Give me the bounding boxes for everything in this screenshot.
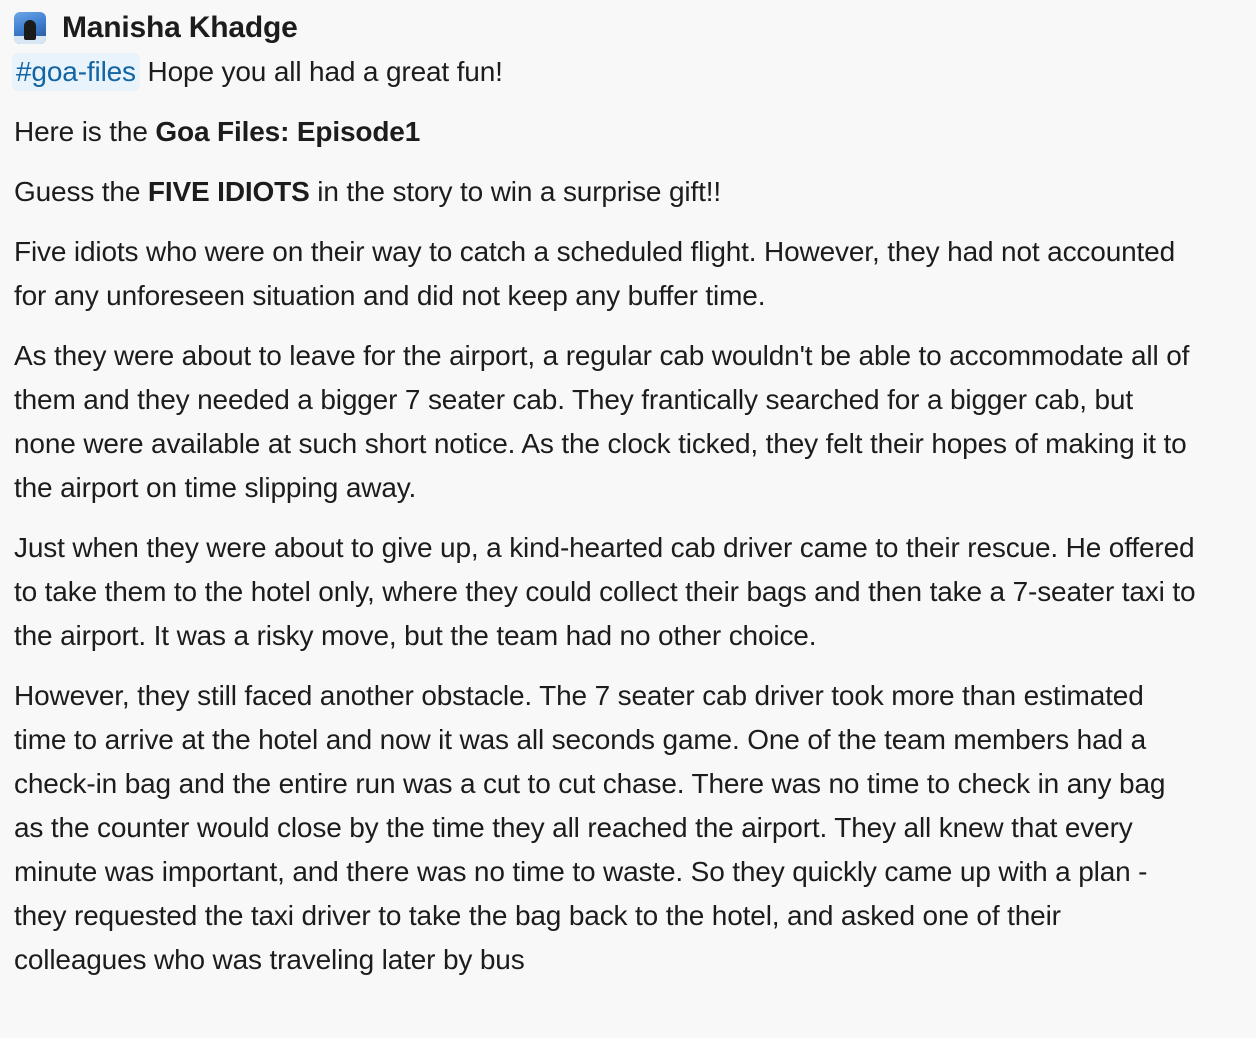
episode-title: Goa Files: Episode1 [155, 116, 421, 147]
story-paragraph-4: However, they still faced another obstacle. The 7 seater cab driver took more than estimated time to arrive at the hotel and now it was all seconds game. One of the team members had a check-in bag and the entire run was a cut to cut chase. There was no time to check in any bag as the counter would close by the time they all reached the airport. They all knew that every minute was important, and there was no time to waste. So they quickly came up with a plan - they requested the taxi driver to take the bag back to the hotel, and asked one of their colleagues who was traveling later by bus [14, 680, 1166, 975]
opening-text: Hope you all had a great fun! [139, 56, 503, 87]
challenge-suffix: in the story to win a surprise gift!! [309, 176, 721, 207]
sender-name[interactable]: Manisha Khadge [62, 11, 298, 44]
challenge-line [14, 170, 1196, 214]
opening-line [14, 50, 1196, 94]
challenge-prefix: Guess the [14, 176, 148, 207]
episode-prefix: Here is the [14, 116, 156, 147]
story-paragraph-3: Just when they were about to give up, a kind-hearted cab driver came to their rescue. He offered to take them to the hotel only, where they could collect their bags and then take a 7-seater taxi to the airport. It was a risky move, but the team had no other choice. [14, 532, 1196, 651]
episode-line [14, 110, 1196, 154]
message-header [14, 0, 1196, 56]
person-icon [24, 20, 36, 40]
story-paragraph-2: As they were about to leave for the airport, a regular cab wouldn't be able to accommodate all of them and they needed a bigger 7 seater cab. They frantically searched for a bigger cab, but none were available at such short notice. As the clock ticked, they felt their hopes of making it to the airport on time slipping away. [14, 340, 1190, 503]
avatar[interactable] [14, 12, 46, 44]
challenge-highlight: FIVE IDIOTS [147, 176, 310, 207]
channel-mention-link[interactable]: #goa-files [12, 53, 140, 91]
message-body [14, 50, 1196, 982]
story-paragraph-1: Five idiots who were on their way to catch a scheduled flight. However, they had not accounted for any unforeseen situation and did not keep any buffer time. [14, 236, 1176, 311]
